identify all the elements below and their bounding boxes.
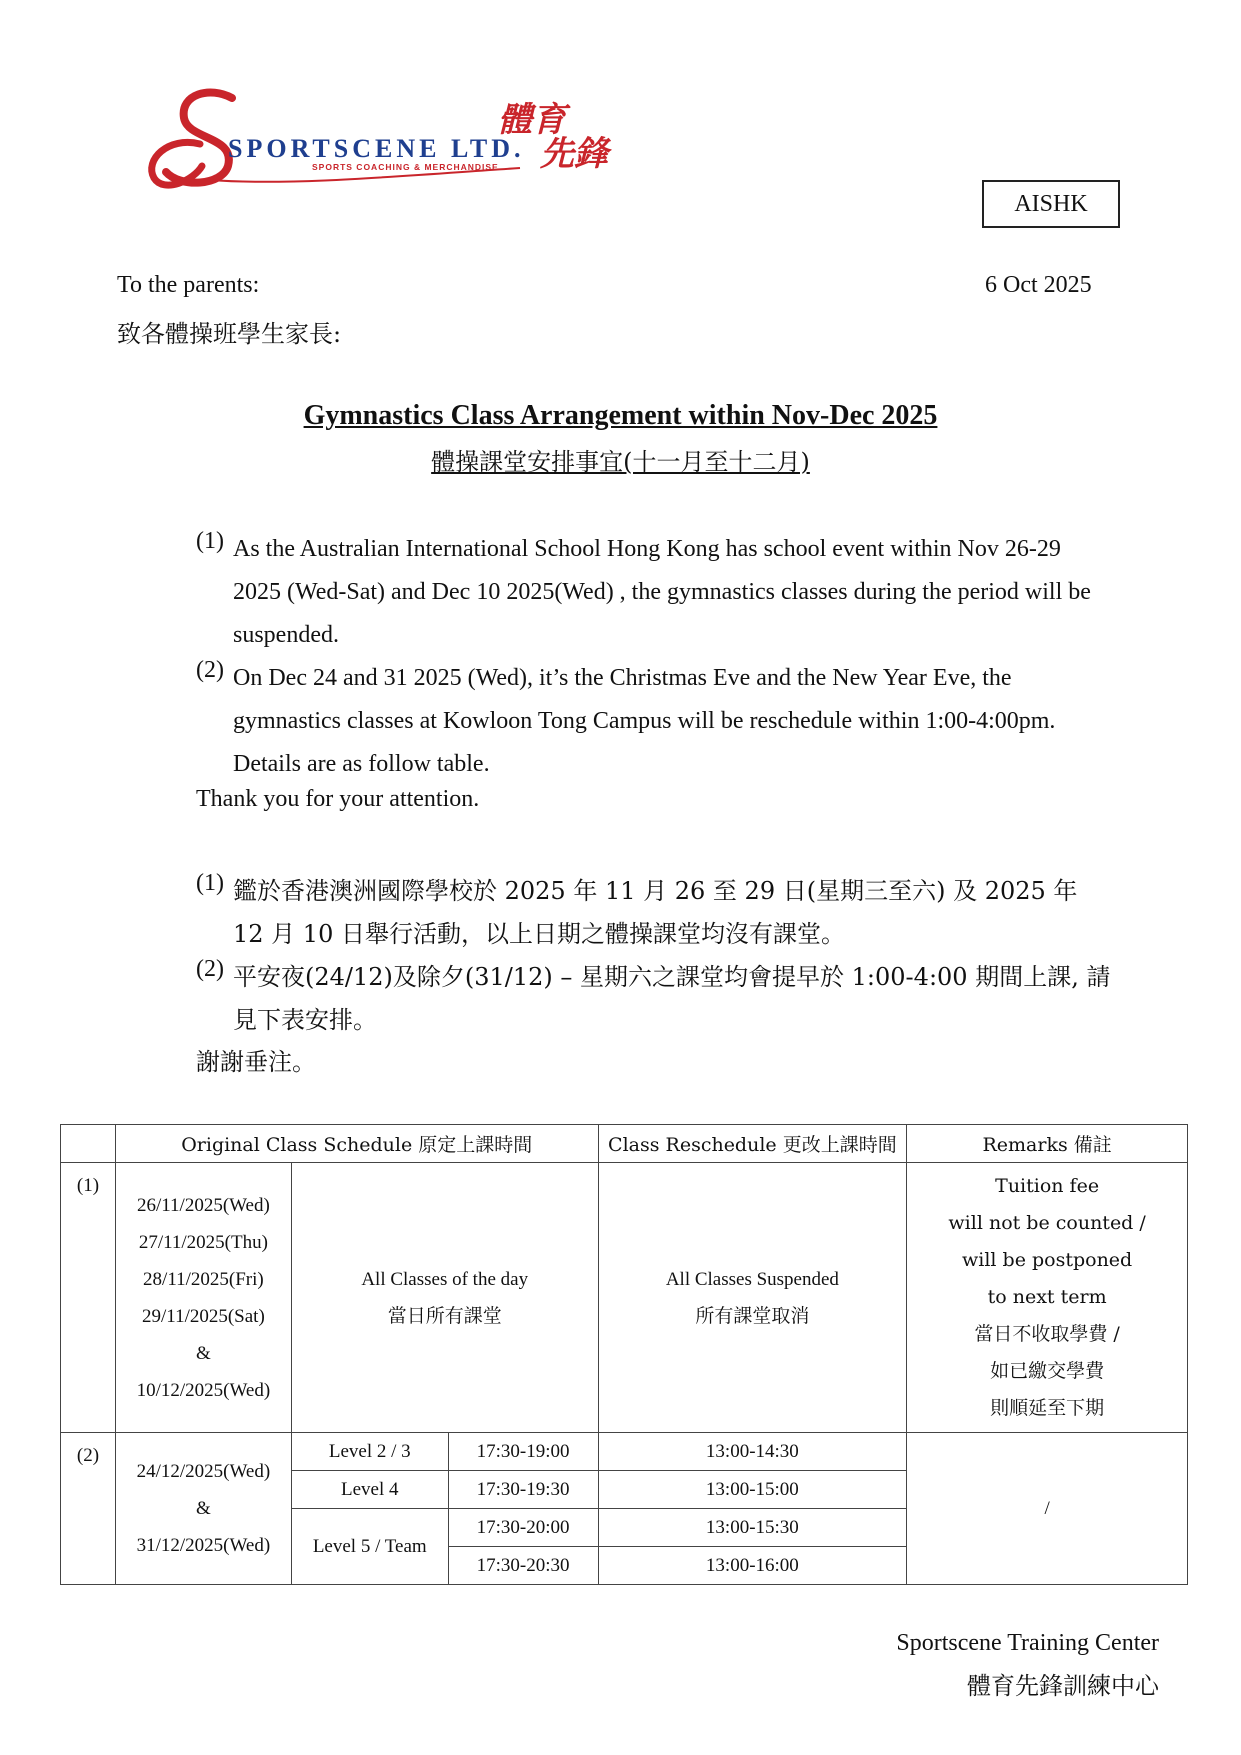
- date-item: 31/12/2025(Wed): [136, 1535, 271, 1556]
- row1-reschedule: [598, 1163, 907, 1433]
- english-item-1: As the Australian International School Hong Kong has school event within Nov 26-29 2025 (Wed-Sat) and Dec 10 2025(Wed) , the gymnastics classes during the period will be suspended.: [233, 536, 1091, 648]
- table-row: [61, 1163, 1188, 1433]
- remark-line: will not be counted /: [948, 1212, 1146, 1234]
- school-code-box: AISHK: [982, 180, 1120, 228]
- classes-chinese: 當日所有課堂: [387, 1304, 502, 1327]
- english-thanks: Thank you for your attention.: [196, 786, 480, 812]
- letter-date: 6 Oct 2025: [985, 272, 1092, 298]
- date-item: &: [196, 1342, 211, 1364]
- company-logo: [140, 84, 620, 194]
- signature-chinese: 體育先鋒訓練中心: [967, 1672, 1159, 1700]
- header-original-schedule: Original Class Schedule 原定上課時間: [115, 1125, 598, 1163]
- original-time-cell: 17:30-19:00: [448, 1433, 598, 1471]
- new-time-cell: 13:00-15:30: [598, 1509, 907, 1547]
- date-item: 27/11/2025(Thu): [138, 1231, 268, 1253]
- title-english: Gymnastics Class Arrangement within Nov-Dec 2025: [303, 400, 938, 431]
- level-cell: Level 5 / Team: [291, 1509, 448, 1585]
- signature-english: Sportscene Training Center: [896, 1630, 1159, 1656]
- salutation-chinese: 致各體操班學生家長:: [117, 320, 342, 348]
- reschedule-chinese: 所有課堂取消: [695, 1304, 810, 1327]
- original-time-cell: 17:30-20:00: [448, 1509, 598, 1547]
- original-time-cell: 17:30-20:30: [448, 1547, 598, 1585]
- english-item-2: On Dec 24 and 31 2025 (Wed), it’s the Christmas Eve and the New Year Eve, the gymnastics classes at Kowloon Tong Campus will be reschedule within 1:00-4:00pm. Details are as follow table.: [233, 665, 1056, 777]
- remark-line: Tuition fee: [995, 1175, 1100, 1197]
- original-time-cell: 17:30-19:30: [448, 1471, 598, 1509]
- new-time-cell: 13:00-16:00: [598, 1547, 907, 1585]
- salutation-english: To the parents:: [117, 272, 260, 298]
- date-item: 28/11/2025(Fri): [143, 1268, 264, 1290]
- row1-classes: [291, 1163, 598, 1433]
- table-header-row: [61, 1125, 1188, 1163]
- english-item-number: (2): [196, 657, 224, 683]
- logo-tagline: SPORTS COACHING & MERCHANDISE: [312, 162, 499, 172]
- remark-line: to next term: [987, 1286, 1107, 1308]
- row2-dates: [115, 1433, 291, 1585]
- reschedule-english: All Classes Suspended: [665, 1268, 839, 1290]
- chinese-item-number: (1): [196, 870, 224, 896]
- chinese-item-number: (2): [196, 956, 224, 982]
- remark-line: 如已繳交學費: [990, 1360, 1105, 1382]
- new-time-cell: 13:00-15:00: [598, 1471, 907, 1509]
- row-number: (2): [61, 1433, 116, 1585]
- remark-line: 則順延至下期: [990, 1397, 1105, 1419]
- date-item: 29/11/2025(Sat): [142, 1305, 265, 1327]
- chinese-item-1: 鑑於香港澳洲國際學校於 2025 年 11 月 26 至 29 日(星期三至六) 及 2025 年 12 月 10 日舉行活動，以上日期之體操課堂均沒有課堂。: [233, 877, 1078, 948]
- date-item: 24/12/2025(Wed): [136, 1461, 271, 1482]
- level-cell: Level 2 / 3: [291, 1433, 448, 1471]
- english-item-number: (1): [196, 528, 224, 554]
- header-class-reschedule: Class Reschedule 更改上課時間: [598, 1125, 907, 1163]
- table-row: [61, 1433, 1188, 1471]
- classes-english: All Classes of the day: [361, 1268, 529, 1290]
- remark-line: will be postponed: [962, 1249, 1133, 1271]
- new-time-cell: 13:00-14:30: [598, 1433, 907, 1471]
- row1-remarks: [907, 1163, 1188, 1433]
- level-cell: Level 4: [291, 1471, 448, 1509]
- chinese-thanks: 謝謝垂注。: [196, 1048, 316, 1076]
- date-item: 10/12/2025(Wed): [136, 1379, 271, 1401]
- chinese-item-2: 平安夜(24/12)及除夕(31/12) – 星期六之課堂均會提早於 1:00-4:00 期間上課, 請見下表安排。: [233, 963, 1111, 1034]
- remark-line: 當日不收取學費 /: [974, 1323, 1120, 1345]
- date-item: 26/11/2025(Wed): [136, 1194, 270, 1216]
- row1-dates: [115, 1163, 291, 1433]
- logo-chinese-bottom: 先鋒: [540, 134, 608, 174]
- header-remarks: Remarks 備註: [907, 1125, 1188, 1163]
- logo-wordmark: SPORTSCENE LTD.: [228, 134, 525, 163]
- row-number: (1): [61, 1163, 116, 1433]
- schedule-table: [60, 1124, 1188, 1585]
- logo-chinese-top: 體育: [498, 100, 566, 140]
- date-item: &: [196, 1498, 211, 1519]
- header-number-cell: [61, 1125, 116, 1163]
- row2-remarks: /: [907, 1433, 1188, 1585]
- title-chinese: 體操課堂安排事宜(十一月至十二月): [431, 448, 810, 476]
